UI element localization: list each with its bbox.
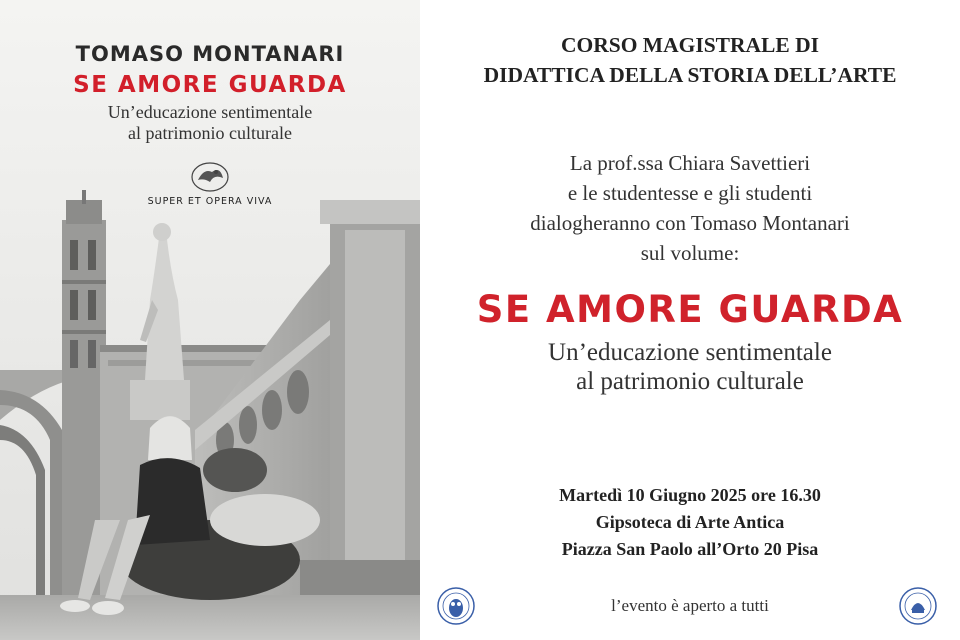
cover-author: TOMASO MONTANARI — [75, 42, 345, 66]
book-subtitle-line: al patrimonio culturale — [576, 368, 804, 395]
event-poster — [420, 0, 960, 640]
cover-subtitle-line: Un’educazione sentimentale — [107, 102, 313, 122]
open-note: l’evento è aperto a tutti — [611, 596, 769, 615]
intro-line: dialogheranno con Tomaso Montanari — [530, 211, 850, 235]
course-heading — [420, 30, 960, 90]
book-title: SE AMORE GUARDA — [476, 288, 904, 331]
event-address: Piazza San Paolo all’Orto 20 Pisa — [561, 539, 819, 559]
course-line: CORSO MAGISTRALE DI — [560, 33, 820, 57]
intro-line: e le studentesse e gli studenti — [567, 181, 813, 205]
event-venue: Gipsoteca di Arte Antica — [595, 512, 785, 532]
book-subtitle — [420, 338, 960, 396]
intro-line: La prof.ssa Chiara Savettieri — [569, 151, 811, 175]
cover-subtitle-line: al patrimonio culturale — [128, 123, 292, 143]
university-of-pisa-seal-icon — [898, 586, 938, 626]
intro-text — [420, 148, 960, 268]
department-owl-seal-icon — [436, 586, 476, 626]
event-date: Martedì 10 Giugno 2025 ore 16.30 — [559, 485, 821, 505]
publisher-emblem-icon — [190, 160, 230, 194]
intro-line: sul volume: — [640, 241, 740, 265]
book-subtitle-line: Un’educazione sentimentale — [548, 339, 832, 366]
cover-title: SE AMORE GUARDA — [73, 72, 347, 98]
course-line: DIDATTICA DELLA STORIA DELL’ARTE — [483, 63, 897, 87]
event-details — [420, 482, 960, 563]
cover-subtitle — [0, 102, 420, 144]
book-cover — [0, 0, 420, 640]
cover-series: SUPER ET OPERA VIVA — [147, 196, 273, 207]
